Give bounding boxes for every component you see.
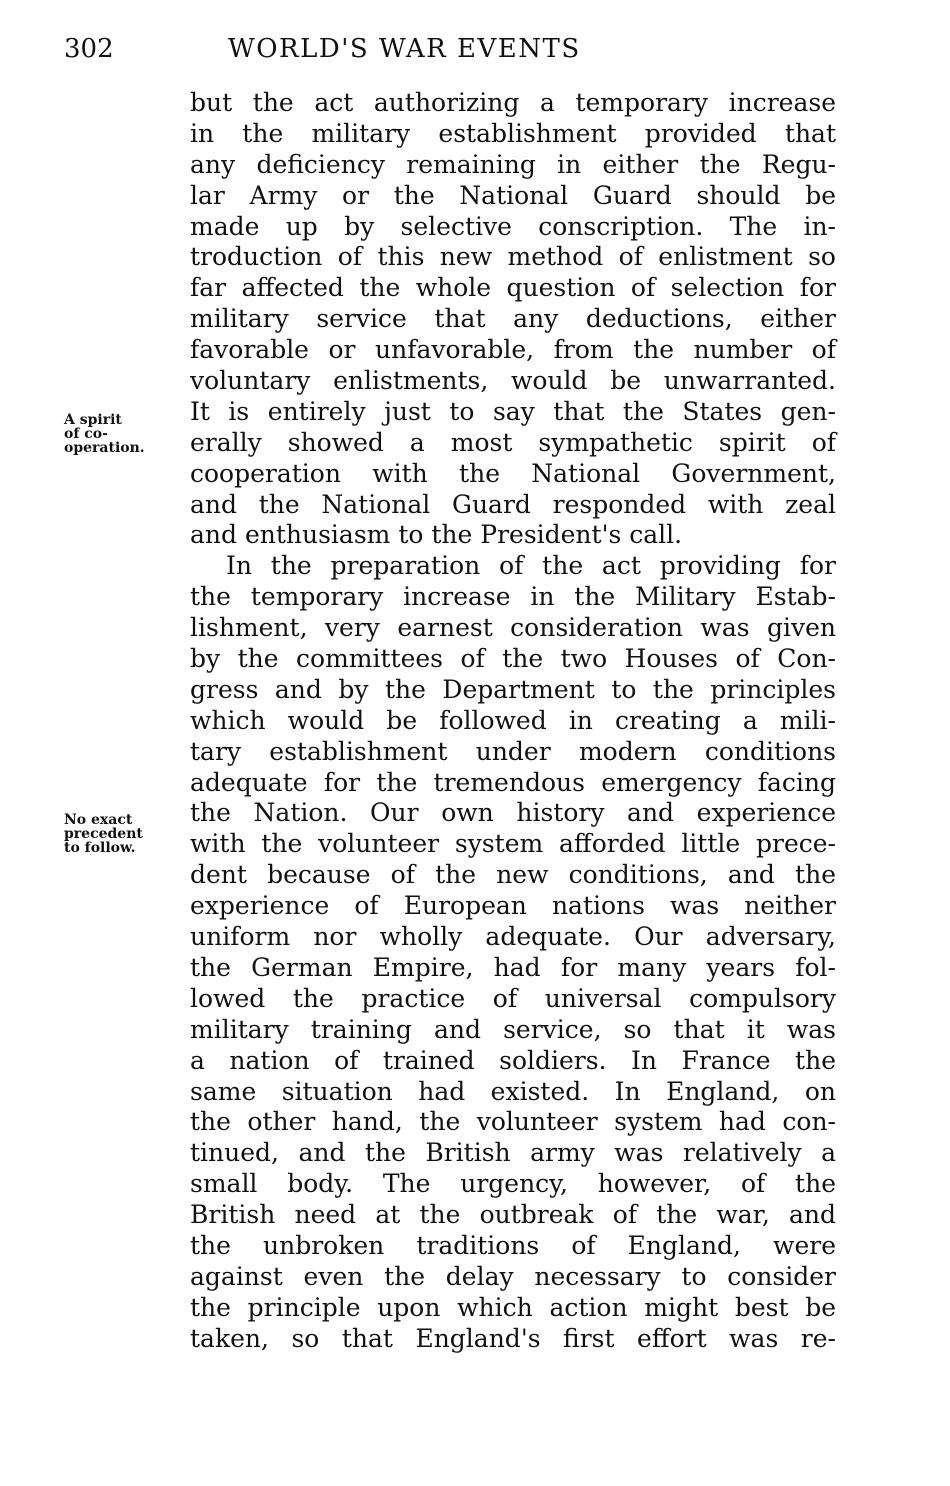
- text-line: far affected the whole question of selection for: [190, 273, 836, 303]
- page-number: 302: [64, 34, 114, 64]
- text-line: erally showed a most sympathetic spirit of: [190, 427, 836, 457]
- margin-note-line: operation.: [64, 440, 145, 456]
- margin-note-spirit: [64, 413, 145, 455]
- running-title: WORLD'S WAR EVENTS: [228, 34, 581, 64]
- text-line: military training and service, so that it was: [190, 1014, 836, 1044]
- text-line: troduction of this new method of enlistment so: [190, 242, 836, 272]
- text-line: adequate for the tremendous emergency facing: [190, 767, 836, 797]
- text-line: against even the delay necessary to consider: [190, 1261, 836, 1291]
- text-line: which would be followed in creating a mili-: [190, 705, 836, 735]
- margin-note-line: No exact: [64, 812, 133, 828]
- text-line: made up by selective conscription. The in-: [190, 211, 836, 241]
- text-line: by the committees of the two Houses of Con-: [190, 644, 836, 674]
- text-line: and the National Guard responded with zeal: [190, 489, 836, 519]
- text-line: the German Empire, had for many years fol-: [190, 952, 836, 982]
- text-line: and enthusiasm to the President's call.: [190, 520, 683, 550]
- text-line: lowed the practice of universal compulsory: [190, 983, 836, 1013]
- body-text: [190, 88, 836, 1355]
- text-line: but the act authorizing a temporary increase: [190, 88, 836, 117]
- text-line: the unbroken traditions of England, were: [190, 1230, 836, 1260]
- text-line: lishment, very earnest consideration was given: [190, 613, 836, 643]
- text-line: tinued, and the British army was relatively a: [190, 1138, 836, 1168]
- text-line: It is entirely just to say that the States gen-: [190, 396, 836, 426]
- text-line: cooperation with the National Government,: [190, 458, 836, 488]
- text-line: in the military establishment provided that: [190, 118, 836, 148]
- margin-note-precedent: [64, 813, 143, 855]
- text-line: same situation had existed. In England, on: [190, 1076, 836, 1106]
- text-line: In the preparation of the act providing for: [226, 551, 836, 581]
- text-line: dent because of the new conditions, and the: [190, 860, 836, 890]
- text-line: tary establishment under modern conditions: [190, 736, 836, 766]
- text-line: the other hand, the volunteer system had con-: [190, 1107, 836, 1137]
- text-line: the principle upon which action might best be: [190, 1292, 836, 1322]
- text-line: favorable or unfavorable, from the number of: [190, 335, 836, 365]
- text-line: taken, so that England's first effort was re-: [190, 1323, 836, 1353]
- margin-note-line: of co-: [64, 426, 108, 442]
- margin-note-line: to follow.: [64, 840, 136, 856]
- text-line: with the volunteer system afforded little prece-: [190, 829, 836, 859]
- text-line: lar Army or the National Guard should be: [190, 180, 836, 210]
- margin-note-line: precedent: [64, 826, 143, 842]
- text-line: small body. The urgency, however, of the: [190, 1169, 836, 1199]
- text-line: experience of European nations was neither: [190, 891, 836, 921]
- text-line: voluntary enlistments, would be unwarranted.: [190, 366, 836, 396]
- text-line: the temporary increase in the Military Estab-: [190, 582, 836, 612]
- text-line: uniform nor wholly adequate. Our adversary,: [190, 922, 836, 952]
- text-line: military service that any deductions, either: [190, 304, 836, 334]
- margin-note-line: A spirit: [64, 412, 122, 428]
- text-line: the Nation. Our own history and experience: [190, 798, 836, 828]
- text-line: British need at the outbreak of the war, and: [190, 1200, 836, 1230]
- text-line: a nation of trained soldiers. In France the: [190, 1045, 836, 1075]
- text-line: any deficiency remaining in either the Regu-: [190, 149, 836, 179]
- text-line: gress and by the Department to the principles: [190, 674, 836, 704]
